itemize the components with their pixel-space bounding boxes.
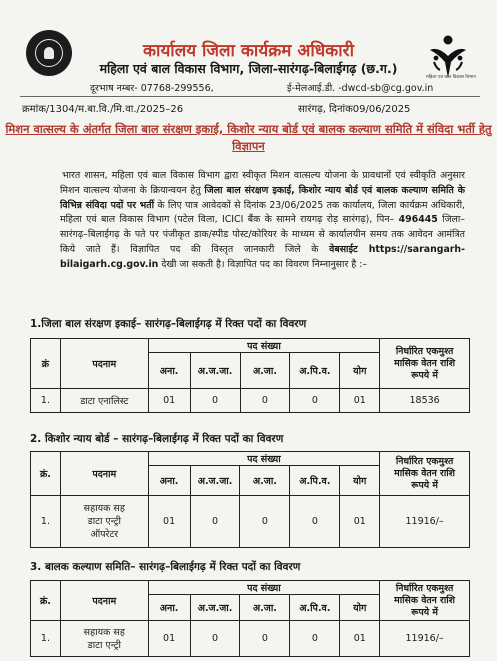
notice-paragraph: भारत शासन, महिला एवं बाल विकास विभाग द्वारा स्वीकृत मिशन वात्सल्य योजना के प्रावधानों एवं स्वीकृति अनुसार मिशन वात्सल्य योजना के क्रियान्वयन हेतु जिला बाल संरक्षण इकाई, किशोर न्याय बोर्ड एवं बालक कल्याण समिति के विभिन्न संविदा पदों पर भर्ती के लिए पात्र आवेदकों से दिनांक 23/06/2025 तक कार्यालय, जिला कार्यक्रम अधिकारी, महिला एवं बाल विकास विभाग (पटेल विला, ICICI बैंक के सामने रायगढ़ रोड़ सारंगढ़), पिन– 496445 जिला–सारंगढ़–बिलाईगढ़ के पते पर पंजीकृत डाक/स्पीड पोस्ट/कोरियर के माध्यम से कार्यालयीन समय तक आवेदन आमंत्रित किये जाते हैं। विज्ञापित पद की विस्तृत जानकारी जिले के वेबसाईट https://sarangarh-bilaigarh.cg.gov.in देखी जा सकती है। विज्ञापित पद का विवरण निम्नानुसार है :–	[60, 170, 466, 270]
reference-date: सारंगढ़, दिनांक09/06/2025	[298, 104, 411, 115]
cell-obc: 0	[290, 621, 340, 657]
cell-obc: 0	[290, 496, 340, 548]
header-post-count: पद संख्या	[148, 339, 380, 353]
header-post: पदनाम	[60, 581, 148, 621]
header-salary: निर्धारित एकमुश्त मासिक वेतन राशि रूपये में	[380, 339, 470, 389]
office-title: कार्यालय जिला कार्यक्रम अधिकारी	[142, 41, 354, 61]
header-sc: अ.जा.	[240, 353, 290, 389]
header-obc: अ.पि.व.	[290, 466, 340, 496]
cell-total: 01	[340, 621, 380, 657]
cell-total: 01	[340, 496, 380, 548]
header-unreserved: अना.	[148, 353, 190, 389]
cell-sc: 0	[240, 389, 290, 413]
cell-salary: 11916/–	[380, 621, 470, 657]
header-sc: अ.जा.	[240, 466, 290, 496]
cell-serial: 1.	[31, 621, 61, 657]
cell-post: सहायक सह डाटा एन्ट्री	[60, 621, 148, 657]
section-title: 3. बालक कल्याण समिति– सारंगढ़–बिलाईगढ़ में रिक्त पदों का विवरण	[30, 561, 301, 573]
header-divider	[20, 96, 480, 97]
cell-unreserved: 01	[148, 496, 190, 548]
table-row	[31, 621, 470, 657]
header-total: योग	[340, 466, 380, 496]
header-post: पदनाम	[60, 452, 148, 496]
header-st: अ.ज.जा.	[190, 466, 240, 496]
cell-obc: 0	[290, 389, 340, 413]
header-st: अ.ज.जा.	[190, 595, 240, 621]
header-obc: अ.पि.व.	[290, 595, 340, 621]
cell-sc: 0	[240, 496, 290, 548]
header-st: अ.ज.जा.	[190, 353, 240, 389]
table-row	[31, 496, 470, 548]
cell-unreserved: 01	[148, 621, 190, 657]
header-serial: क्रं.	[31, 581, 61, 621]
vacancy-table	[30, 451, 470, 548]
reference-number: क्रमांक/1304/म.बा.वि./मि.वा./2025–26	[22, 104, 184, 115]
vacancy-table	[30, 580, 470, 657]
logo-caption: महिला एवं बाल विकास विभाग	[426, 75, 476, 80]
header-serial: क्रं	[31, 339, 61, 389]
header-sc: अ.जा.	[240, 595, 290, 621]
cell-st: 0	[190, 389, 240, 413]
phone-number: दूरभाष नम्बर- 07768-299556,	[90, 83, 214, 94]
cell-unreserved: 01	[148, 389, 190, 413]
cell-st: 0	[190, 621, 240, 657]
cell-serial: 1.	[31, 496, 61, 548]
cell-total: 01	[340, 389, 380, 413]
cell-serial: 1.	[31, 389, 61, 413]
cell-st: 0	[190, 496, 240, 548]
header-unreserved: अना.	[148, 595, 190, 621]
table-row	[31, 389, 470, 413]
header-post: पदनाम	[60, 339, 148, 389]
header-total: योग	[340, 595, 380, 621]
section-title: 2. किशोर न्याय बोर्ड – सारंगढ़–बिलाईगढ़ में रिक्त पदों का विवरण	[30, 433, 284, 445]
header-salary: निर्धारित एकमुश्त मासिक वेतन राशि रूपये में	[380, 452, 470, 496]
header-post-count: पद संख्या	[148, 581, 380, 595]
email-address: ई-मेलआई.डी. -dwcd-sb@cg.gov.in	[287, 83, 434, 94]
cell-salary: 11916/–	[380, 496, 470, 548]
cell-post: डाटा एनालिस्ट	[60, 389, 148, 413]
vacancy-table	[30, 338, 470, 413]
header-salary: निर्धारित एकमुश्त मासिक वेतन राशि रूपये में	[380, 581, 470, 621]
header-unreserved: अना.	[148, 466, 190, 496]
header-post-count: पद संख्या	[148, 452, 380, 466]
header-serial: क्रं.	[31, 452, 61, 496]
header-obc: अ.पि.व.	[290, 353, 340, 389]
cell-sc: 0	[240, 621, 290, 657]
cell-salary: 18536	[380, 389, 470, 413]
header-total: योग	[340, 353, 380, 389]
department-title: महिला एवं बाल विकास विभाग, जिला-सारंगढ़-बिलाईगढ़ (छ.ग.)	[99, 61, 398, 76]
cell-post: सहायक सह डाटा एन्ट्री ऑपरेटर	[60, 496, 148, 548]
subject-heading: मिशन वात्सल्य के अंतर्गत जिला बाल संरक्षण इकाई, किशोर न्याय बोर्ड एवं बालक कल्याण समिति में संविदा भर्ती हेतु विज्ञापन	[5, 122, 492, 153]
section-title: 1.जिला बाल संरक्षण इकाई– सारंगढ़–बिलाईगढ़ में रिक्त पदों का विवरण	[30, 318, 307, 330]
